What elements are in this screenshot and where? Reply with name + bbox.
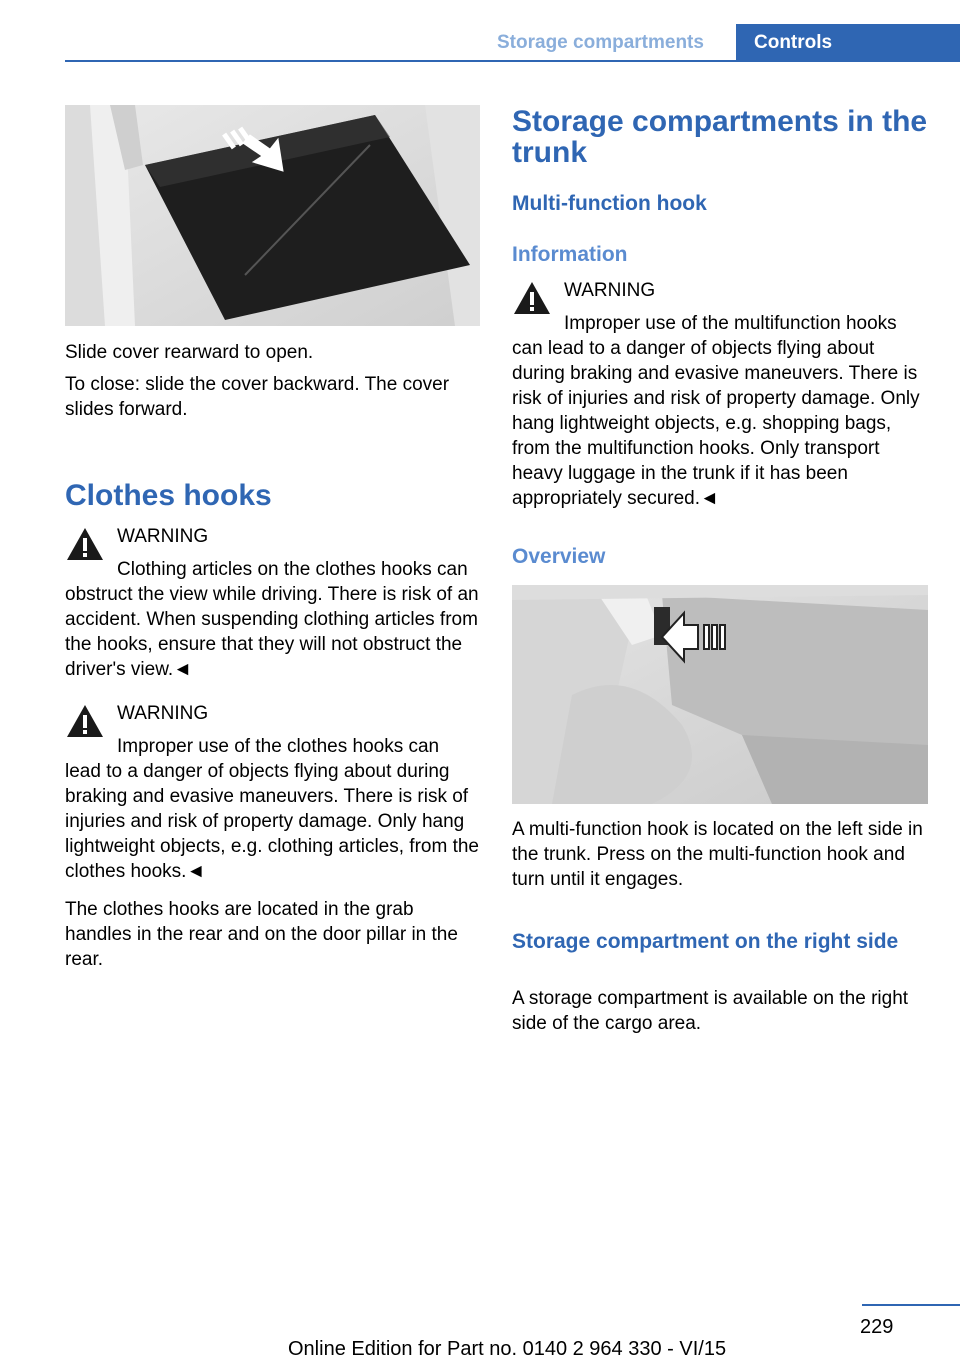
footer-rule (862, 1304, 960, 1306)
warning-3-text: Improper use of the multifunction hooks can lead to a danger of objects flying about during braking and evasive maneuvers. There is risk of injuries and risk of property damage. Only hang lightweight objects, e.g. shopping bags, from the multifunction hooks. Only transport heavy luggage in the trunk if it has been appropriately secured.◄ (512, 313, 920, 509)
trunk-storage-heading: Storage compartments in the trunk (512, 105, 928, 169)
warning-1-text: Clothing articles on the clothes hooks can obstruct the view while driving. There is risk of an accident. When suspending clothing articles from the hooks, ensure that they will not obstruct the driver's view.◄ (65, 559, 479, 680)
right-storage-heading: Storage compartment on the right side (512, 930, 899, 953)
multi-function-hook-heading: Multi-function hook (512, 192, 707, 215)
running-section-title: Storage compartments (497, 32, 704, 53)
trunk-hook-illustration (512, 585, 928, 804)
overview-heading: Overview (512, 545, 606, 568)
overview-text: A multi-function hook is located on the left side in the trunk. Press on the multi-function hook and turn until it engages. (512, 819, 923, 890)
edition-text: Online Edition for Part no. 0140 2 964 330 - VI/15 (288, 1338, 727, 1360)
chapter-tab (736, 24, 960, 61)
caption-open: Slide cover rearward to open. (65, 342, 314, 363)
right-storage-text: A storage compartment is available on the right side of the cargo area. (512, 988, 909, 1034)
warning-2-text: Improper use of the clothes hooks can lead to a danger of objects flying about during braking and evasive maneuvers. There is risk of injuries and risk of property damage. Only hang lightweight objects, e.g. clothing articles, from the clothes hooks.◄ (65, 736, 479, 882)
clothes-hooks-heading: Clothes hooks (65, 479, 272, 512)
caption-close: To close: slide the cover backward. The cover slides forward. (65, 374, 450, 420)
center-console-cover-illustration (65, 105, 480, 326)
warning-1-title: WARNING (117, 526, 209, 547)
header-rule (65, 60, 960, 62)
information-heading: Information (512, 243, 628, 266)
page-number: 229 (860, 1316, 894, 1338)
chapter-tab-label: Controls (754, 32, 833, 53)
warning-3-title: WARNING (564, 280, 656, 301)
warning-2-title: WARNING (117, 703, 209, 724)
clothes-hooks-location-text: The clothes hooks are located in the grab handles in the rear and on the door pillar in the rear. (65, 899, 458, 970)
